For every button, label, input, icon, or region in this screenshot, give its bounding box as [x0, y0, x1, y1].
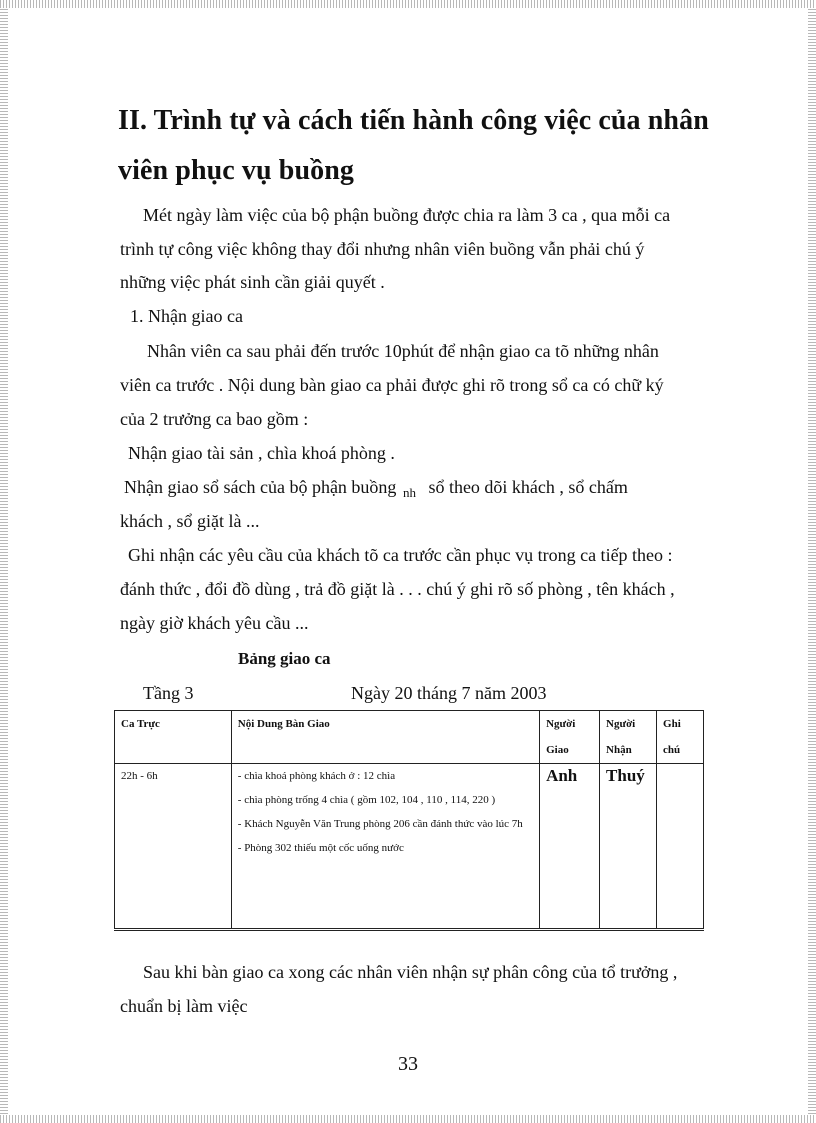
- header-shift: Ca Trực: [115, 711, 232, 764]
- para1-line-1: Nhân viên ca sau phải đến trước 10phút để nhận giao ca tõ những nhân: [147, 341, 659, 361]
- table-header-row: [115, 711, 704, 764]
- requests-line-1: Ghi nhận các yêu cầu của khách tõ ca trước cần phục vụ trong ca tiếp theo :: [128, 545, 673, 565]
- closing-line-2: chuẩn bị làm việc: [120, 996, 248, 1016]
- cell-giver: Anh: [540, 764, 600, 930]
- intro-line-3: những việc phát sinh cần giải quyết .: [120, 272, 385, 292]
- cell-shift: 22h - 6h: [115, 764, 232, 930]
- requests-line-3: ngày giờ khách yêu cầu ...: [120, 613, 309, 633]
- books-rest: sổ theo dõi khách , sổ chấm: [428, 477, 628, 497]
- table-row: [115, 764, 704, 930]
- content-item-wakeup: - Khách Nguyễn Văn Trung phòng 206 cần đánh thức vào lúc 7h: [237, 818, 523, 830]
- page-border-bottom: [0, 1115, 816, 1123]
- books-subscript: nh: [402, 485, 416, 500]
- content-item-keys: - chìa khoá phòng khách ở : 12 chìa: [237, 770, 396, 782]
- requests-line-2: đánh thức , đổi đồ dùng , trả đồ giặt là . . . chú ý ghi rõ số phòng , tên khách ,: [120, 579, 675, 599]
- books-text: Nhận giao sổ sách của bộ phận buồng: [124, 477, 397, 497]
- table-date: Ngày 20 tháng 7 năm 2003: [351, 683, 547, 703]
- list-item-assets: Nhận giao tài sản , chìa khoá phòng .: [128, 443, 395, 463]
- header-note: Ghi chú: [657, 711, 704, 764]
- intro-line-1: Mét ngày làm việc của bộ phận buồng được chia ra làm 3 ca , qua mỗi ca: [143, 205, 671, 225]
- header-receiver: Người Nhận: [600, 711, 657, 764]
- section-heading: II. Trình tự và cách tiến hành công việc của nhân viên phục vụ buồng: [118, 105, 709, 186]
- list-item-books-line-1: [124, 477, 628, 499]
- closing-line-1: Sau khi bàn giao ca xong các nhân viên nhận sự phân công của tổ trưởng ,: [143, 962, 678, 982]
- page-border-top: [0, 0, 816, 8]
- subsection-title: 1. Nhận giao ca: [130, 306, 243, 326]
- cell-note: [657, 764, 704, 930]
- handover-table: [114, 710, 704, 931]
- table-floor: Tầng 3: [143, 683, 194, 703]
- page-border-right: [808, 0, 816, 1123]
- para1-line-3: của 2 trưởng ca bao gồm :: [120, 409, 309, 429]
- intro-line-2: trình tự công việc không thay đổi nhưng nhân viên buồng vẫn phải chú ý: [120, 239, 645, 259]
- content-item-missing-cup: - Phòng 302 thiếu một cốc uống nước: [237, 842, 404, 854]
- para1-line-2: viên ca trước . Nội dung bàn giao ca phải được ghi rõ trong sổ ca có chữ ký: [120, 375, 664, 395]
- page-border-left: [0, 0, 8, 1123]
- header-giver: Người Giao: [540, 711, 600, 764]
- table-title: Bảng giao ca: [238, 649, 331, 668]
- cell-receiver: Thuý: [600, 764, 657, 930]
- page-number: 33: [398, 1053, 418, 1075]
- header-content: Nội Dung Bàn Giao: [231, 711, 539, 764]
- list-item-books-line-2: khách , sổ giặt là ...: [120, 511, 260, 531]
- content-item-vacant-keys: - chìa phòng trống 4 chìa ( gồm 102, 104 , 110 , 114, 220 ): [237, 794, 496, 806]
- cell-content: [231, 764, 539, 930]
